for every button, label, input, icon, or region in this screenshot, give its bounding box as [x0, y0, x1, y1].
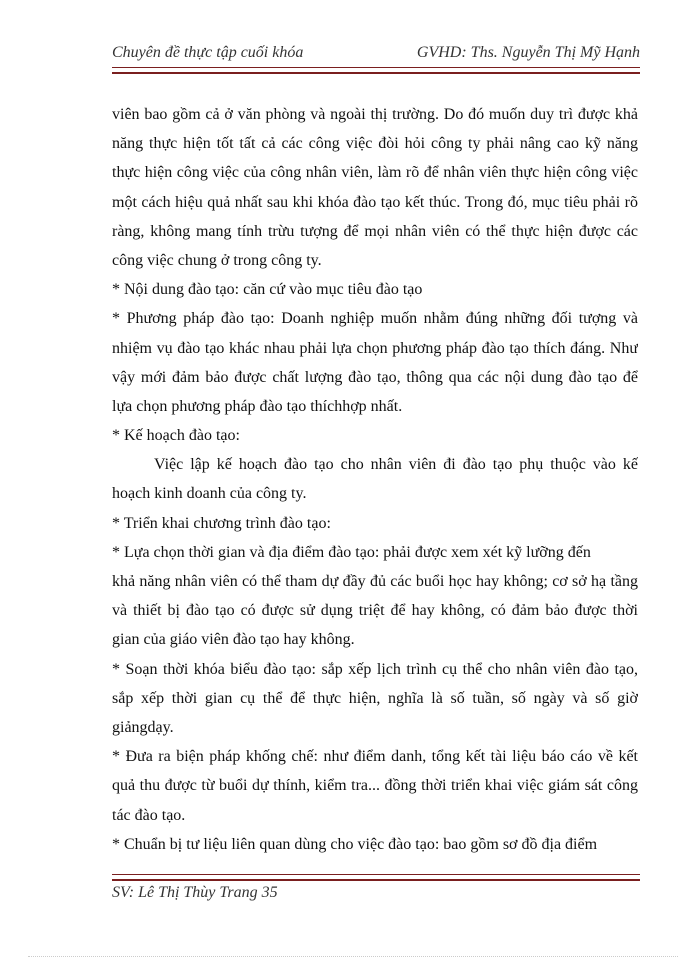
bullet-line: * Phương pháp đào tạo: Doanh nghiệp muốn nhằm đúng những đối tượng và: [112, 310, 638, 328]
header-rule: [112, 67, 640, 74]
header-title: Chuyên đề thực tập cuối khóa: [112, 44, 304, 61]
text-line: sắp xếp thời gian cụ thể để thực hiện, nghĩa là số tuần, số ngày và số giờ: [112, 689, 638, 707]
text-line: quả thu được từ buổi dự thính, kiểm tra... đồng thời triển khai việc giám sát công: [112, 777, 638, 795]
header-supervisor: GVHD: Ths. Nguyễn Thị Mỹ Hạnh: [416, 44, 640, 61]
page-header: [112, 44, 640, 66]
bullet-line: * Nội dung đào tạo: căn cứ vào mục tiêu đào tạo: [112, 281, 423, 299]
document-body: [112, 100, 638, 859]
bullet-line: * Kế hoạch đào tạo:: [112, 427, 240, 445]
text-line: vậy mới đảm bảo được chất lượng đào tạo, thông qua các nội dung đào tạo để: [112, 368, 638, 386]
text-line: thực hiện công việc của công nhân viên, làm rõ để nhân viên thực hiện công việc: [112, 164, 638, 182]
bullet-line: * Lựa chọn thời gian và địa điểm đào tạo: phải được xem xét kỹ lưỡng đến: [112, 543, 591, 561]
text-line: giảngdạy.: [112, 718, 174, 736]
text-line: Việc lập kế hoạch đào tạo cho nhân viên đi đào tạo phụ thuộc vào kế: [154, 456, 638, 474]
bullet-line: * Đưa ra biện pháp khống chế: như điểm danh, tổng kết tài liệu báo cáo về kết: [112, 748, 638, 766]
bullet-line: * Triển khai chương trình đào tạo:: [112, 514, 331, 532]
bullet-line: * Soạn thời khóa biểu đào tạo: sắp xếp lịch trình cụ thể cho nhân viên đào tạo,: [112, 660, 638, 678]
text-line: một cách hiệu quả nhất sau khi khóa đào tạo kết thúc. Trong đó, mục tiêu phải rõ: [112, 193, 638, 211]
bullet-line: * Chuẩn bị tư liệu liên quan dùng cho việc đào tạo: bao gồm sơ đồ địa điểm: [112, 835, 598, 853]
text-line: năng thực hiện tốt tất cả các công việc đòi hỏi công ty phải nâng cao kỹ năng: [112, 135, 638, 153]
text-line: và thiết bị đào tạo có được sử dụng triệt để hay không, có đảm bảo được thời: [112, 602, 638, 620]
text-line: tác đào tạo.: [112, 806, 186, 824]
text-line: lựa chọn phương pháp đào tạo thíchhợp nhất.: [112, 397, 403, 415]
page-edge-divider: [28, 956, 678, 957]
text-line: nhiệm vụ đào tạo khác nhau phải lựa chọn phương pháp đào tạo thích đáng. Như: [112, 339, 638, 357]
text-line: ràng, không mang tính trừu tượng để mọi nhân viên có thể thực hiện được các: [112, 222, 638, 240]
text-line: khả năng nhân viên có thể tham dự đầy đủ các buổi học hay không; cơ sở hạ tầng: [112, 573, 638, 590]
text-line: công việc chung ở trong công ty.: [112, 251, 322, 269]
page-footer: SV: Lê Thị Thùy Trang 35: [112, 884, 278, 901]
text-line: viên bao gồm cả ở văn phòng và ngoài thị trường. Do đó muốn duy trì được khả: [112, 106, 638, 123]
text-line: gian của giáo viên đào tạo hay không.: [112, 631, 355, 649]
footer-rule: [112, 874, 640, 881]
text-line: hoạch kinh doanh của công ty.: [112, 485, 307, 503]
